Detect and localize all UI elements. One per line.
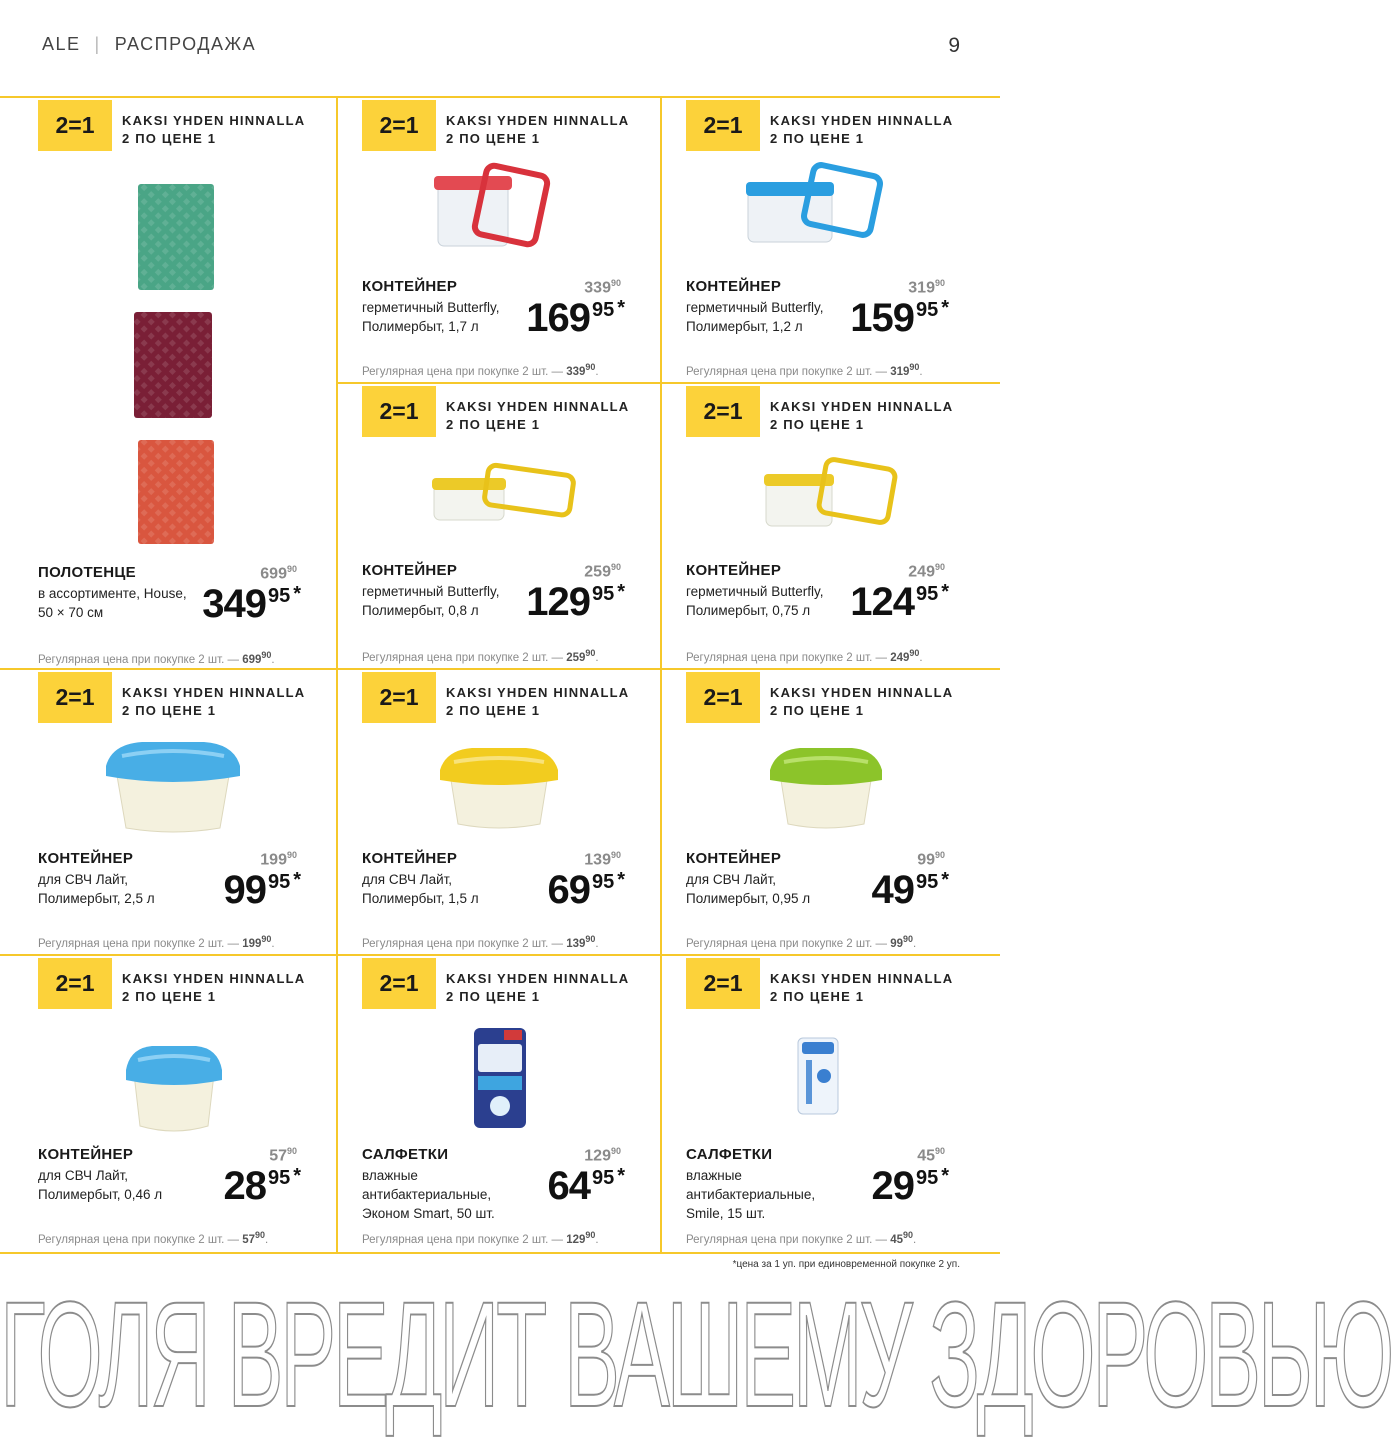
product-card-microwave-0-46l[interactable] bbox=[0, 956, 323, 1252]
sale-price: 169 95 * bbox=[526, 296, 625, 340]
product-name: КОНТЕЙНЕР bbox=[362, 850, 458, 867]
sale-price: 99 95 * bbox=[223, 868, 301, 912]
promo-badge: 2=1 bbox=[362, 100, 436, 151]
promo-badge: 2=1 bbox=[686, 100, 760, 151]
product-description: влажные антибактериальные, Эконом Smart, 50 шт. bbox=[362, 1168, 495, 1221]
product-description: для СВЧ Лайт, Полимербыт, 0,95 л bbox=[686, 872, 811, 906]
product-name: КОНТЕЙНЕР bbox=[362, 562, 458, 579]
product-card-wipes-smile[interactable] bbox=[648, 956, 971, 1252]
promo-text: KAKSI YHDEN HINNALLA 2 ПО ЦЕНЕ 1 bbox=[122, 685, 306, 718]
promo-badge: 2=1 bbox=[686, 958, 760, 1009]
old-price: $139^{90}$ bbox=[584, 850, 621, 869]
product-description: для СВЧ Лайт, Полимербыт, 1,5 л bbox=[362, 872, 479, 906]
regular-price-note: Регулярная цена при покупке 2 шт. — $199^{90}$. bbox=[38, 934, 275, 950]
old-price: $699^{90}$ bbox=[260, 564, 297, 583]
promo-text: KAKSI YHDEN HINNALLA 2 ПО ЦЕНЕ 1 bbox=[122, 971, 306, 1004]
old-price: $319^{90}$ bbox=[908, 278, 945, 297]
old-price: $199^{90}$ bbox=[260, 850, 297, 869]
regular-price-note: Регулярная цена при покупке 2 шт. — $129^{90}$. bbox=[362, 1230, 599, 1246]
towels-image bbox=[130, 184, 220, 554]
container-blue-image bbox=[742, 164, 882, 250]
sale-price: 28 95 * bbox=[223, 1164, 301, 1208]
old-price: $45^{90}$ bbox=[917, 1146, 945, 1165]
promo-badge: 2=1 bbox=[38, 958, 112, 1009]
product-description: герметичный Butterfly, Полимербыт, 1,7 л bbox=[362, 300, 500, 334]
regular-price-note: Регулярная цена при покупке 2 шт. — $319^{90}$. bbox=[686, 362, 923, 378]
product-card-microwave-0-95l[interactable] bbox=[648, 670, 971, 956]
regular-price-note: Регулярная цена при покупке 2 шт. — $339^{90}$. bbox=[362, 362, 599, 378]
health-warning-banner: ГОЛЯ ВРЕДИТ ВАШЕМУ ЗДОРОВЬЮ bbox=[0, 1270, 1391, 1438]
product-name: КОНТЕЙНЕР bbox=[686, 562, 782, 579]
sale-price: 29 95 * bbox=[871, 1164, 949, 1208]
product-card-container-1-2l[interactable] bbox=[648, 98, 971, 384]
wet-wipes-smile-image bbox=[794, 1036, 842, 1116]
product-card-wipes-econom[interactable] bbox=[324, 956, 647, 1252]
sale-price: 159 95 * bbox=[850, 296, 949, 340]
product-description: герметичный Butterfly, Полимербыт, 0,75 л bbox=[686, 584, 824, 618]
product-description: для СВЧ Лайт, Полимербыт, 2,5 л bbox=[38, 872, 155, 906]
old-price: $57^{90}$ bbox=[269, 1146, 297, 1165]
product-description: влажные антибактериальные, Smile, 15 шт. bbox=[686, 1168, 816, 1221]
container-yellow-small-image bbox=[752, 458, 902, 534]
product-card-container-0-8l[interactable] bbox=[324, 384, 647, 670]
sale-price: 49 95 * bbox=[871, 868, 949, 912]
product-name: КОНТЕЙНЕР bbox=[362, 278, 458, 295]
promo-badge: 2=1 bbox=[686, 672, 760, 723]
container-yellow-image bbox=[428, 466, 578, 526]
product-description: для СВЧ Лайт, Полимербыт, 0,46 л bbox=[38, 1168, 163, 1202]
promo-badge: 2=1 bbox=[362, 958, 436, 1009]
regular-price-note: Регулярная цена при покупке 2 шт. — $249^{90}$. bbox=[686, 648, 923, 664]
sale-price: 124 95 * bbox=[850, 580, 949, 624]
promo-text: KAKSI YHDEN HINNALLA 2 ПО ЦЕНЕ 1 bbox=[770, 399, 954, 432]
microwave-container-green-image bbox=[766, 744, 886, 832]
sale-price: 349 95 * bbox=[202, 582, 301, 626]
product-card-microwave-1-5l[interactable] bbox=[324, 670, 647, 956]
wet-wipes-econom-image bbox=[470, 1026, 530, 1130]
page-number: 9 bbox=[948, 34, 960, 57]
promo-text: KAKSI YHDEN HINNALLA 2 ПО ЦЕНЕ 1 bbox=[770, 685, 954, 718]
regular-price-note: Регулярная цена при покупке 2 шт. — $57^{90}$. bbox=[38, 1230, 269, 1246]
product-description: герметичный Butterfly, Полимербыт, 1,2 л bbox=[686, 300, 824, 334]
promo-text: KAKSI YHDEN HINNALLA 2 ПО ЦЕНЕ 1 bbox=[446, 113, 630, 146]
page-header bbox=[0, 0, 1000, 96]
promo-text: KAKSI YHDEN HINNALLA 2 ПО ЦЕНЕ 1 bbox=[446, 399, 630, 432]
product-card-container-1-7l[interactable] bbox=[324, 98, 647, 384]
old-price: $259^{90}$ bbox=[584, 562, 621, 581]
promo-text: KAKSI YHDEN HINNALLA 2 ПО ЦЕНЕ 1 bbox=[446, 685, 630, 718]
product-name: ПОЛОТЕНЦЕ bbox=[38, 564, 136, 581]
section-label: РАСПРОДАЖА bbox=[114, 34, 257, 54]
old-price: $339^{90}$ bbox=[584, 278, 621, 297]
old-price: $129^{90}$ bbox=[584, 1146, 621, 1165]
promo-text: KAKSI YHDEN HINNALLA 2 ПО ЦЕНЕ 1 bbox=[770, 971, 954, 1004]
product-name: КОНТЕЙНЕР bbox=[38, 850, 134, 867]
microwave-container-yellow-image bbox=[436, 744, 562, 832]
promo-badge: 2=1 bbox=[38, 672, 112, 723]
microwave-container-blue-small-image bbox=[122, 1040, 226, 1136]
promo-badge: 2=1 bbox=[362, 672, 436, 723]
old-price: $99^{90}$ bbox=[917, 850, 945, 869]
container-red-image bbox=[428, 162, 548, 254]
product-description: герметичный Butterfly, Полимербыт, 0,8 л bbox=[362, 584, 500, 618]
grid-divider bbox=[0, 1252, 1000, 1254]
old-price: $249^{90}$ bbox=[908, 562, 945, 581]
header-separator: | bbox=[94, 34, 101, 54]
product-name: КОНТЕЙНЕР bbox=[686, 850, 782, 867]
price-footnote: *цена за 1 уп. при единовременной покупке 2 уп. bbox=[732, 1259, 960, 1270]
promo-text: KAKSI YHDEN HINNALLA 2 ПО ЦЕНЕ 1 bbox=[122, 113, 306, 146]
product-card-towel[interactable] bbox=[0, 98, 323, 670]
regular-price-note: Регулярная цена при покупке 2 шт. — $699^{90}$. bbox=[38, 650, 275, 666]
promo-badge: 2=1 bbox=[686, 386, 760, 437]
regular-price-note: Регулярная цена при покупке 2 шт. — $139^{90}$. bbox=[362, 934, 599, 950]
regular-price-note: Регулярная цена при покупке 2 шт. — $99^{90}$. bbox=[686, 934, 917, 950]
product-card-microwave-2-5l[interactable] bbox=[0, 670, 323, 956]
microwave-container-blue-image bbox=[102, 736, 244, 836]
sale-price: 69 95 * bbox=[547, 868, 625, 912]
product-name: САЛФЕТКИ bbox=[362, 1146, 449, 1163]
promo-badge: 2=1 bbox=[362, 386, 436, 437]
header-title bbox=[42, 34, 256, 55]
product-name: КОНТЕЙНЕР bbox=[686, 278, 782, 295]
promo-text: KAKSI YHDEN HINNALLA 2 ПО ЦЕНЕ 1 bbox=[446, 971, 630, 1004]
regular-price-note: Регулярная цена при покупке 2 шт. — $45^{90}$. bbox=[686, 1230, 917, 1246]
promo-text: KAKSI YHDEN HINNALLA 2 ПО ЦЕНЕ 1 bbox=[770, 113, 954, 146]
product-name: САЛФЕТКИ bbox=[686, 1146, 773, 1163]
sale-price: 129 95 * bbox=[526, 580, 625, 624]
regular-price-note: Регулярная цена при покупке 2 шт. — $259^{90}$. bbox=[362, 648, 599, 664]
product-card-container-0-75l[interactable] bbox=[648, 384, 971, 670]
promo-badge: 2=1 bbox=[38, 100, 112, 151]
product-name: КОНТЕЙНЕР bbox=[38, 1146, 134, 1163]
brand-label: ALE bbox=[42, 34, 81, 54]
sale-price: 64 95 * bbox=[547, 1164, 625, 1208]
product-description: в ассортименте, House, 50 × 70 см bbox=[38, 586, 187, 620]
product-grid bbox=[0, 96, 1000, 1254]
